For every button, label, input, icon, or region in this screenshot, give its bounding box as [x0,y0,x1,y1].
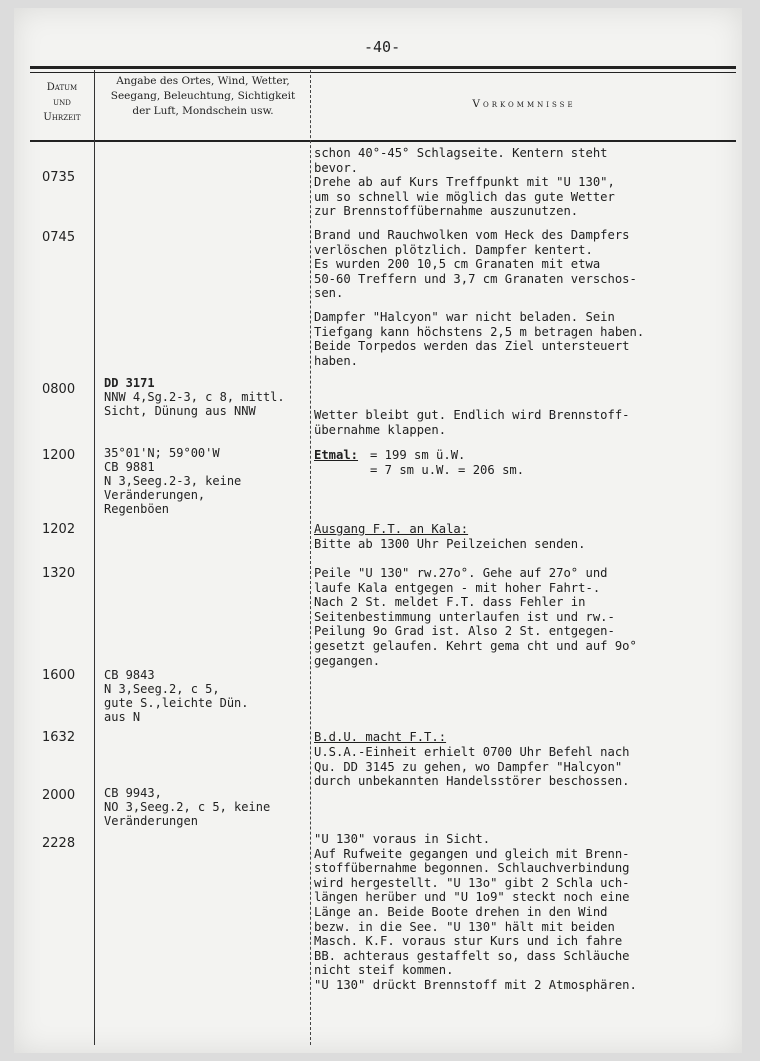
header-location-line: der Luft, Mondschein usw. [132,105,274,117]
header-rule [30,140,736,142]
header-location-line: Seegang, Beleuchtung, Sichtigkeit [110,90,296,102]
header-date-line: und [53,97,71,108]
event-text: Bitte ab 1300 Uhr Peilzeichen senden. [314,537,586,551]
header-date-line: Datum [46,82,78,93]
event-heading: Ausgang F.T. an Kala: [314,522,469,536]
location-text: NNW 4,Sg.2-3, c 8, mittl. Sicht, Dünung aus NNW [104,390,285,418]
event-text: Peile "U 130" rw.27o°. Gehe auf 27o° und laufe Kala entgegen - mit hoher Fahrt-. Nach 2 St. meldet F.T. dass Fehler in Seitenbestimmung unterlaufen ist und rw.- Peilung 9o Grad ist. Also 2 St. entgegen- gesetzt gelaufen. Kehrt gema cht und auf 9o° gegangen. [314,566,637,668]
location-head: DD 3171 [104,376,155,390]
entry-time: 2228 [42,836,76,851]
column-divider-date [94,70,95,1045]
entry-time: 1202 [42,522,76,537]
event-text: Wetter bleibt gut. Endlich wird Brennstoff- übernahme klappen. [314,408,630,437]
top-rule [30,66,736,69]
location-text: CB 9843 N 3,Seeg.2, c 5, gute S.,leichte Dün. aus N [104,668,249,724]
entry-time: 1320 [42,566,76,581]
event-text: = 199 sm ü.W. = 7 sm u.W. = 206 sm. [370,448,525,477]
top-rule-thin [30,72,736,73]
entry-time: 0745 [42,230,76,245]
log-page [14,8,742,1053]
column-divider-location [310,70,312,1045]
header-date [30,80,94,125]
header-location [98,74,308,119]
header-date-line: Uhrzeit [43,112,81,123]
entry-time: 1600 [42,668,76,683]
entry-time: 1200 [42,448,76,463]
entry-time: 1632 [42,730,76,745]
event-heading: B.d.U. macht F.T.: [314,730,447,744]
entry-time: 0800 [42,382,76,397]
location-text: 35°01'N; 59°00'W CB 9881 N 3,Seeg.2-3, keine Veränderungen, Regenböen [104,446,242,516]
entry-time: 0735 [42,170,76,185]
event-text: "U 130" voraus in Sicht. Auf Rufweite gegangen und gleich mit Brenn- stoffübernahme begonnen. Schlauchverbindung wird hergestellt. "U 13o" gibt 2 Schla uch- längen herüber und "U 1o9" steckt noch eine Länge an. Beide Boote drehen in den Wind bezw. in die See. "U 130" hält mit beiden Masch. K.F. voraus stur Kurs und ich fahre BB. achteraus gestaffelt so, dass Schläuche nicht steif kommen. "U 130" drückt Brennstoff mit 2 Atmosphären. [314,832,637,992]
event-text: U.S.A.-Einheit erhielt 0700 Uhr Befehl nach Qu. DD 3145 zu gehen, wo Dampfer "Halcyon" durch unbekannten Handelsstörer beschossen. [314,745,630,789]
entry-time: 2000 [42,788,76,803]
location-text: CB 9943, NO 3,Seeg.2, c 5, keine Veränderungen [104,786,271,828]
event-text: Brand und Rauchwolken vom Heck des Dampfers verlöschen plötzlich. Dampfer kentert. Es wurden 200 10,5 cm Granaten mit etwa 50-60 Treffern und 3,7 cm Granaten verschos- sen. [314,228,637,301]
header-events: Vorkommnisse [472,98,576,110]
event-text: schon 40°-45° Schlagseite. Kentern steht bevor. Drehe ab auf Kurs Treffpunkt mit "U 130", um so schnell wie möglich das gute Wetter zur Brennstoffübernahme auszunutzen. [314,146,615,219]
header-location-line: Angabe des Ortes, Wind, Wetter, [116,75,290,87]
page-number: -40- [364,38,401,56]
event-text: Dampfer "Halcyon" war nicht beladen. Sein Tiefgang kann höchstens 2,5 m betragen haben. Beide Torpedos werden das Ziel untersteuert haben. [314,310,645,368]
event-heading: Etmal: [314,448,359,462]
